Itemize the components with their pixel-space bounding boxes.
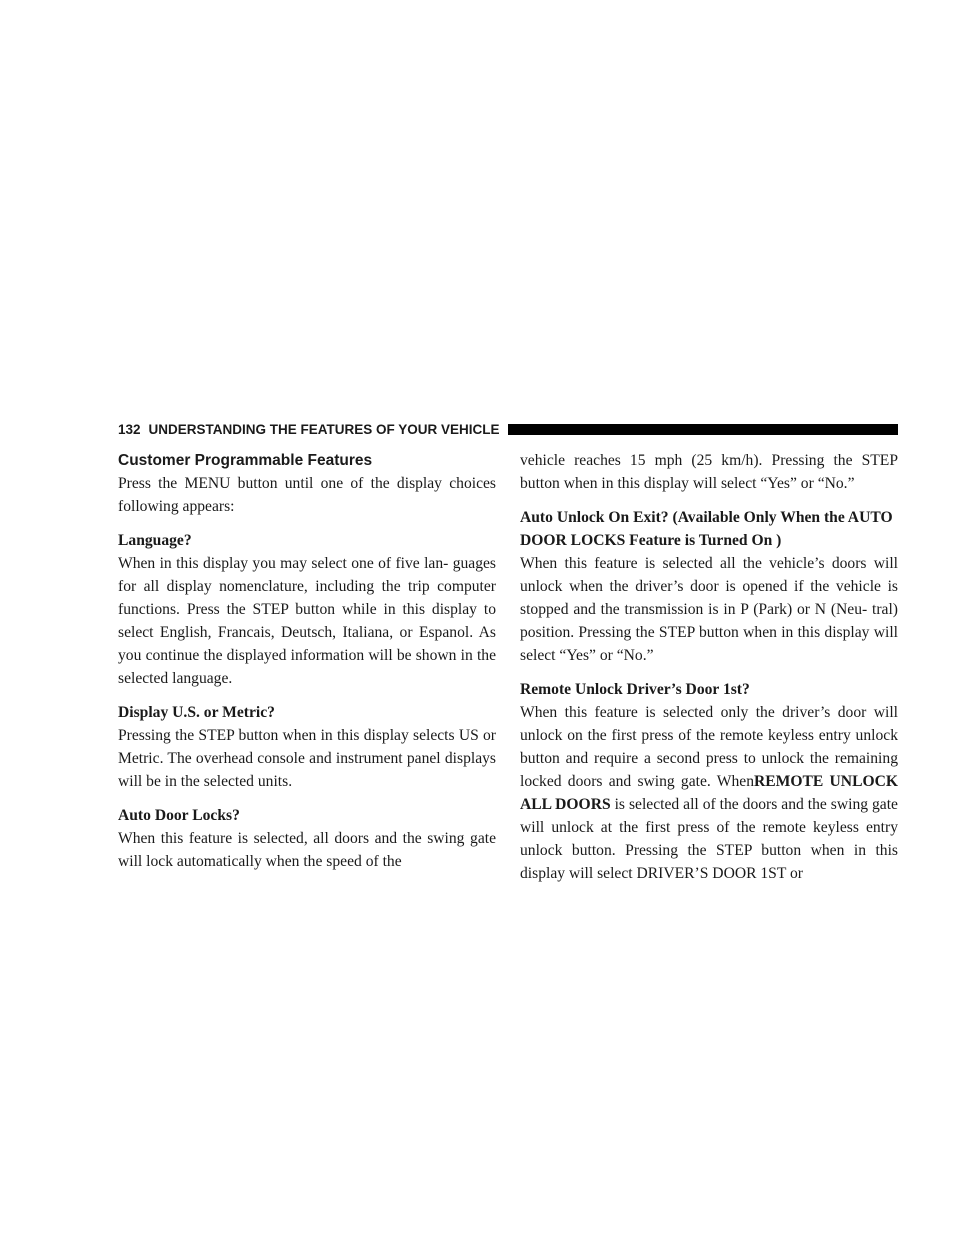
remote-unlock-all-doors-term: REMOTE UNLOCK ALL DOORS [520,773,898,813]
left-column [118,449,496,873]
remote-unlock-paragraph [520,701,898,885]
units-paragraph: Pressing the STEP button when in this display selects US or Metric. The overhead console and instrument panel displays will be in the selected units. [118,727,496,790]
language-paragraph: When in this display you may select one of five lan- guages for all display nomenclature, including the trip computer functions. Press the STEP button while in this display to select English, Francais, Deutsch, Italiana, or Espanol. As you continue the displayed information will be shown in the selected language. [118,555,496,687]
remote-unlock-heading: Remote Unlock Driver’s Door 1st? [520,681,750,698]
auto-door-locks-paragraph: When this feature is selected, all doors and the swing gate will lock automatically when the speed of the [118,830,496,870]
units-heading: Display U.S. or Metric? [118,704,275,721]
header-rule [508,424,898,435]
page-number: 132 [118,421,141,437]
header-title: UNDERSTANDING THE FEATURES OF YOUR VEHICLE [148,421,500,437]
remote-unlock-text-1: When this feature is selected only the driver’s door will unlock on the first press of the remote keyless entry unlock button and require a second press to unlock the remaining locked doors and swing gate. When [520,704,898,790]
auto-unlock-paragraph: When this feature is selected all the vehicle’s doors will unlock when the driver’s door is opened if the vehicle is stopped and the transmission is in P (Park) or N (Neu- tral) position. Pressing the STEP button when in this display will select “Yes” or “No.” [520,555,898,664]
right-column [520,449,898,885]
intro-paragraph: Press the MENU button until one of the display choices following appears: [118,475,496,515]
auto-unlock-heading: Auto Unlock On Exit? (Available Only When the AUTO DOOR LOCKS Feature is Turned On ) [520,509,893,549]
auto-door-locks-heading: Auto Door Locks? [118,807,240,824]
language-heading: Language? [118,532,192,549]
remote-unlock-text-2: is selected all of the doors and the swing gate will unlock at the first press of the remote keyless entry unlock button. Pressing the STEP button when in this display will select DRIVER’S DOOR 1ST or [520,796,898,882]
section-title: Customer Programmable Features [118,452,373,469]
page-header [118,419,898,439]
continued-paragraph: vehicle reaches 15 mph (25 km/h). Pressing the STEP button when in this display will select “Yes” or “No.” [520,452,898,492]
